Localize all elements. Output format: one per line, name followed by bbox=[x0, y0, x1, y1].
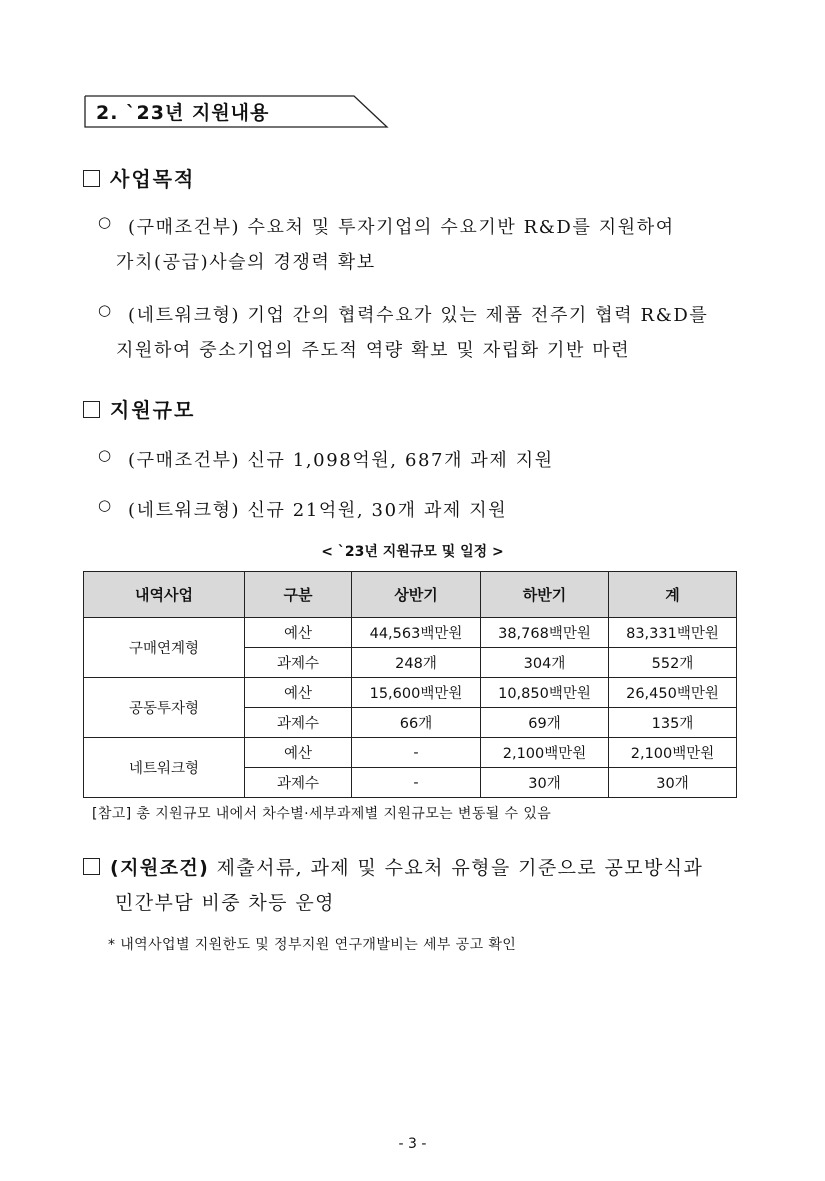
h1-cell: - bbox=[352, 768, 481, 798]
section-tab bbox=[84, 95, 389, 128]
conditions-footnote: * 내역사업별 지원한도 및 정부지원 연구개발비는 세부 공고 확인 bbox=[108, 937, 517, 953]
h2-cell: 30개 bbox=[481, 768, 609, 798]
conditions-label: (지원조건) bbox=[110, 857, 210, 879]
h2-cell: 10,850백만원 bbox=[481, 678, 609, 708]
purpose-heading-text: 사업목적 bbox=[110, 167, 196, 191]
purpose-bullet-2-line-1: (네트워크형) 기업 간의 협력수요가 있는 제품 전주기 협력 R&D를 bbox=[128, 305, 709, 326]
h2-cell: 304개 bbox=[481, 648, 609, 678]
purpose-bullet-1-line-1: (구매조건부) 수요처 및 투자기업의 수요기반 R&D를 지원하여 bbox=[128, 217, 675, 238]
header-cell: 상반기 bbox=[352, 572, 481, 618]
table-row bbox=[84, 678, 737, 708]
scale-heading-text: 지원규모 bbox=[110, 398, 196, 422]
conditions-paragraph bbox=[83, 853, 703, 915]
h1-cell: 44,563백만원 bbox=[352, 618, 481, 648]
support-scale-table bbox=[83, 571, 737, 798]
checkbox-icon bbox=[83, 858, 100, 875]
scale-bullet-1 bbox=[98, 446, 554, 472]
type-cell: 예산 bbox=[245, 618, 352, 648]
purpose-bullet-1-line-2: 가치(공급)사슬의 경쟁력 확보 bbox=[116, 252, 376, 273]
purpose-heading bbox=[83, 163, 195, 192]
total-cell: 135개 bbox=[609, 708, 737, 738]
scale-bullet-2-text: (네트워크형) 신규 21억원, 30개 과제 지원 bbox=[128, 500, 508, 521]
type-cell: 과제수 bbox=[245, 708, 352, 738]
program-name-cell: 공동투자형 bbox=[84, 678, 245, 738]
checkbox-icon bbox=[83, 401, 100, 418]
section-title: 2. `23년 지원내용 bbox=[96, 102, 270, 124]
h1-cell: 66개 bbox=[352, 708, 481, 738]
table-header-row bbox=[84, 572, 737, 618]
header-cell: 하반기 bbox=[481, 572, 609, 618]
h2-cell: 69개 bbox=[481, 708, 609, 738]
program-name-cell: 네트워크형 bbox=[84, 738, 245, 798]
program-name-cell: 구매연계형 bbox=[84, 618, 245, 678]
h1-cell: 248개 bbox=[352, 648, 481, 678]
h1-cell: - bbox=[352, 738, 481, 768]
conditions-line-1: 제출서류, 과제 및 수요처 유형을 기준으로 공모방식과 bbox=[209, 857, 704, 879]
header-cell: 구분 bbox=[245, 572, 352, 618]
total-cell: 552개 bbox=[609, 648, 737, 678]
scale-heading bbox=[83, 394, 195, 423]
table-note: [참고] 총 지원규모 내에서 차수별·세부과제별 지원규모는 변동될 수 있음 bbox=[92, 806, 552, 822]
purpose-bullet-2-line-2: 지원하여 중소기업의 주도적 역량 확보 및 자립화 기반 마련 bbox=[116, 340, 631, 361]
bullet-circle-icon: ○ bbox=[98, 496, 113, 514]
h1-cell: 15,600백만원 bbox=[352, 678, 481, 708]
page-number: - 3 - bbox=[398, 1136, 427, 1152]
type-cell: 예산 bbox=[245, 738, 352, 768]
table-row bbox=[84, 738, 737, 768]
scale-bullet-2 bbox=[98, 496, 508, 522]
h2-cell: 2,100백만원 bbox=[481, 738, 609, 768]
total-cell: 26,450백만원 bbox=[609, 678, 737, 708]
total-cell: 2,100백만원 bbox=[609, 738, 737, 768]
conditions-line-2: 민간부담 비중 차등 운영 bbox=[115, 892, 335, 914]
total-cell: 30개 bbox=[609, 768, 737, 798]
header-cell: 계 bbox=[609, 572, 737, 618]
total-cell: 83,331백만원 bbox=[609, 618, 737, 648]
purpose-bullet-1 bbox=[98, 213, 675, 274]
table-row bbox=[84, 618, 737, 648]
bullet-circle-icon: ○ bbox=[98, 446, 113, 464]
scale-bullet-1-text: (구매조건부) 신규 1,098억원, 687개 과제 지원 bbox=[128, 450, 554, 471]
type-cell: 과제수 bbox=[245, 648, 352, 678]
checkbox-icon bbox=[83, 170, 100, 187]
bullet-circle-icon: ○ bbox=[98, 213, 113, 231]
type-cell: 예산 bbox=[245, 678, 352, 708]
bullet-circle-icon: ○ bbox=[98, 301, 113, 319]
purpose-bullet-2 bbox=[98, 301, 709, 362]
type-cell: 과제수 bbox=[245, 768, 352, 798]
table-caption: < `23년 지원규모 및 일정 > bbox=[321, 544, 504, 560]
h2-cell: 38,768백만원 bbox=[481, 618, 609, 648]
header-cell: 내역사업 bbox=[84, 572, 245, 618]
